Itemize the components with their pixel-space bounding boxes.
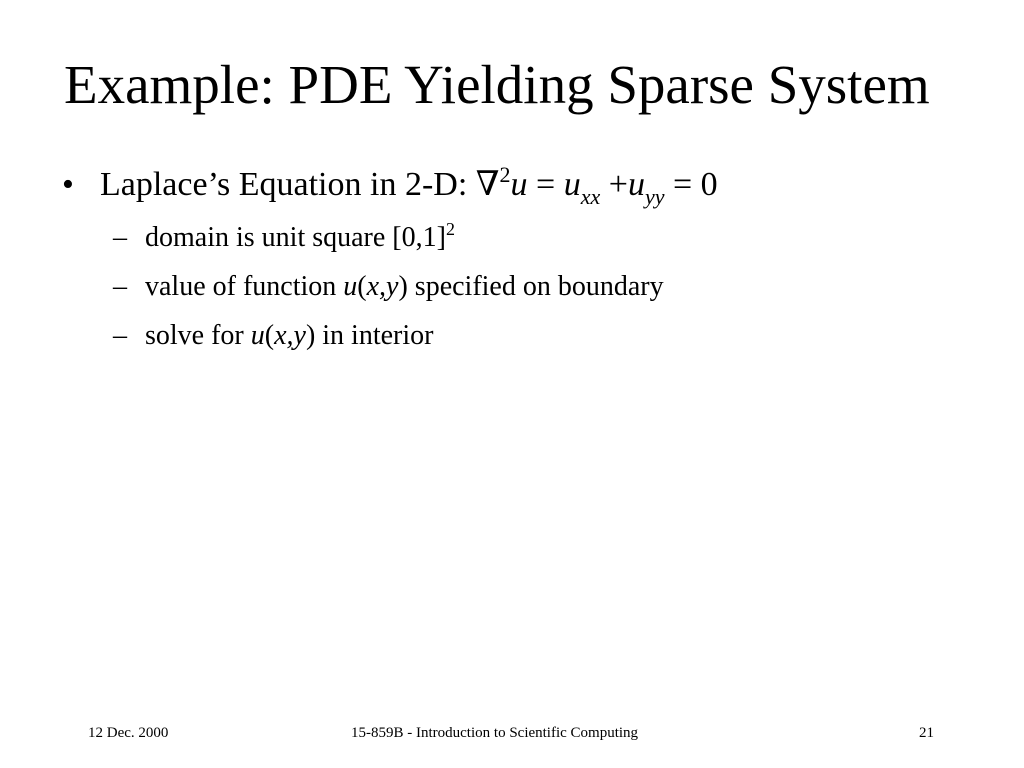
args-open: (: [264, 320, 275, 351]
equation-lhs-var: u: [510, 166, 528, 203]
sub-item-marker: –: [113, 320, 127, 351]
sub-item-text: domain is unit square [0,1]: [145, 222, 446, 253]
equation-term1-sub: xx: [580, 184, 601, 209]
sub-item-text-after: in interior: [315, 320, 434, 351]
equation-power: 2: [499, 162, 511, 187]
sub-item-boundary: [113, 269, 664, 305]
function-name: u: [343, 271, 358, 302]
function-name: u: [250, 320, 265, 351]
footer-course: 15-859B - Introduction to Scientific Computing: [351, 725, 639, 741]
args-open: (: [357, 271, 367, 302]
bullet-laplace-equation: [62, 163, 718, 210]
sub-item-marker: –: [113, 222, 127, 253]
sub-item-text-before: solve for: [145, 320, 251, 351]
bullet-text: Laplace’s Equation in 2-D:: [100, 166, 476, 203]
equation: [475, 162, 718, 209]
args-close: ): [398, 271, 408, 302]
equation-equals-2: = 0: [664, 166, 718, 203]
sub-item-superscript: 2: [445, 219, 455, 239]
args-close: ): [305, 320, 316, 351]
footer-page-number: 21: [919, 725, 934, 741]
equation-term1-var: u: [563, 166, 581, 203]
function-args: x,y: [274, 320, 306, 351]
bullet-marker: •: [62, 166, 74, 203]
sub-item-marker: –: [113, 271, 127, 302]
footer-date: 12 Dec. 2000: [88, 725, 169, 741]
nabla-symbol: ∇: [475, 166, 500, 203]
sub-item-interior: [113, 318, 433, 354]
equation-plus: +: [600, 166, 628, 203]
equation-term2-var: u: [627, 166, 645, 203]
sub-item-text-after: specified on boundary: [407, 271, 664, 302]
sub-item-text-before: value of function: [145, 271, 344, 302]
equation-equals-1: =: [527, 166, 564, 203]
sub-item-domain: [113, 220, 455, 258]
slide-title: Example: PDE Yielding Sparse System: [64, 54, 930, 115]
function-args: x,y: [366, 271, 399, 302]
equation-term2-sub: yy: [644, 184, 665, 209]
